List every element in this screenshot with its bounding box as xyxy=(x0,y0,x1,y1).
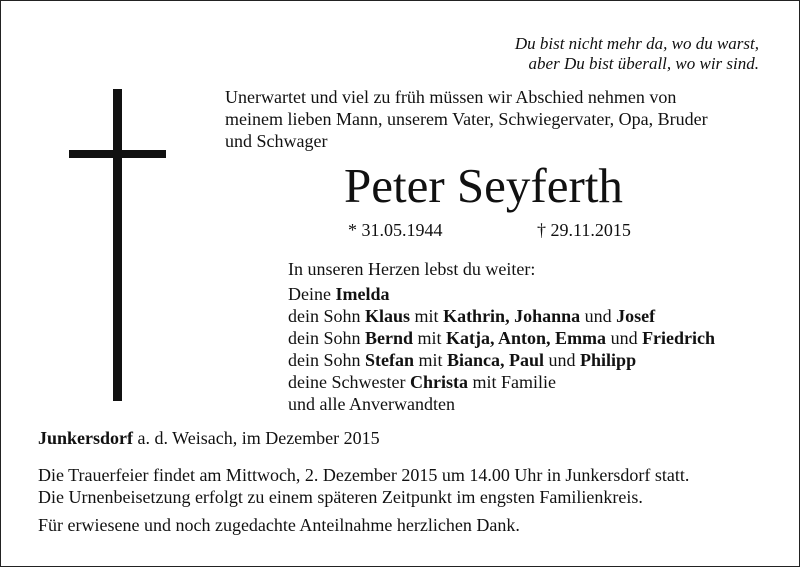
place-date-rest: a. d. Weisach, im Dezember 2015 xyxy=(133,428,380,448)
intro-text xyxy=(225,86,785,152)
family-wife-name: Imelda xyxy=(335,284,390,304)
son1-und: und xyxy=(580,306,617,326)
son1-prefix: dein Sohn xyxy=(288,306,366,326)
son1-mit: mit xyxy=(410,306,444,326)
ceremony-line-1: Die Trauerfeier findet am Mittwoch, 2. Dezember 2015 um 14.00 Uhr in Junkersdorf statt. xyxy=(38,465,690,485)
son3-prefix: dein Sohn xyxy=(288,350,366,370)
family-others: und alle Anverwandten xyxy=(288,394,455,414)
family-son-1 xyxy=(288,305,715,327)
cross-icon-crossbar xyxy=(69,150,166,158)
motto-quote xyxy=(439,34,759,74)
ceremony-line-2: Die Urnenbeisetzung erfolgt zu einem späteren Zeitpunkt im engsten Familienkreis. xyxy=(38,487,643,507)
sister-suffix: mit Familie xyxy=(467,372,556,392)
intro-line-1: Unerwartet und viel zu früh müssen wir Abschied nehmen von xyxy=(225,87,677,107)
son3-mit: mit xyxy=(414,350,448,370)
sister-name: Christa xyxy=(409,372,468,392)
heart-line: In unseren Herzen lebst du weiter: xyxy=(288,259,536,279)
family-list xyxy=(288,283,715,415)
place-date xyxy=(38,427,380,449)
son2-family: Katja, Anton, Emma xyxy=(446,328,607,348)
family-sister xyxy=(288,371,715,393)
ceremony-info xyxy=(38,464,689,508)
son3-name: Stefan xyxy=(365,350,415,370)
birth-date: * 31.05.1944 xyxy=(348,220,443,240)
son2-last: Friedrich xyxy=(642,328,716,348)
son2-und: und xyxy=(606,328,643,348)
son3-family: Bianca, Paul xyxy=(447,350,545,370)
deceased-name: Peter Seyferth xyxy=(344,158,623,213)
son2-prefix: dein Sohn xyxy=(288,328,366,348)
family-son-3 xyxy=(288,349,715,371)
thanks-line: Für erwiesene und noch zugedachte Anteilnahme herzlichen Dank. xyxy=(38,515,520,535)
son1-last: Josef xyxy=(616,306,656,326)
sister-prefix: deine Schwester xyxy=(288,372,410,392)
motto-line-1: Du bist nicht mehr da, wo du warst, xyxy=(514,34,759,53)
family-wife xyxy=(288,283,715,305)
place-name: Junkersdorf xyxy=(38,428,134,448)
son3-und: und xyxy=(544,350,581,370)
death-date: † 29.11.2015 xyxy=(537,220,631,240)
son3-last: Philipp xyxy=(580,350,637,370)
son2-name: Bernd xyxy=(365,328,414,348)
intro-line-3: und Schwager xyxy=(225,131,328,151)
intro-line-2: meinem lieben Mann, unserem Vater, Schwiegervater, Opa, Bruder xyxy=(225,109,708,129)
family-wife-prefix: Deine xyxy=(288,284,336,304)
son1-family: Kathrin, Johanna xyxy=(443,306,581,326)
son2-mit: mit xyxy=(413,328,447,348)
family-son-2 xyxy=(288,327,715,349)
motto-line-2: aber Du bist überall, wo wir sind. xyxy=(528,54,759,73)
son1-name: Klaus xyxy=(365,306,411,326)
cross-icon xyxy=(113,89,122,401)
